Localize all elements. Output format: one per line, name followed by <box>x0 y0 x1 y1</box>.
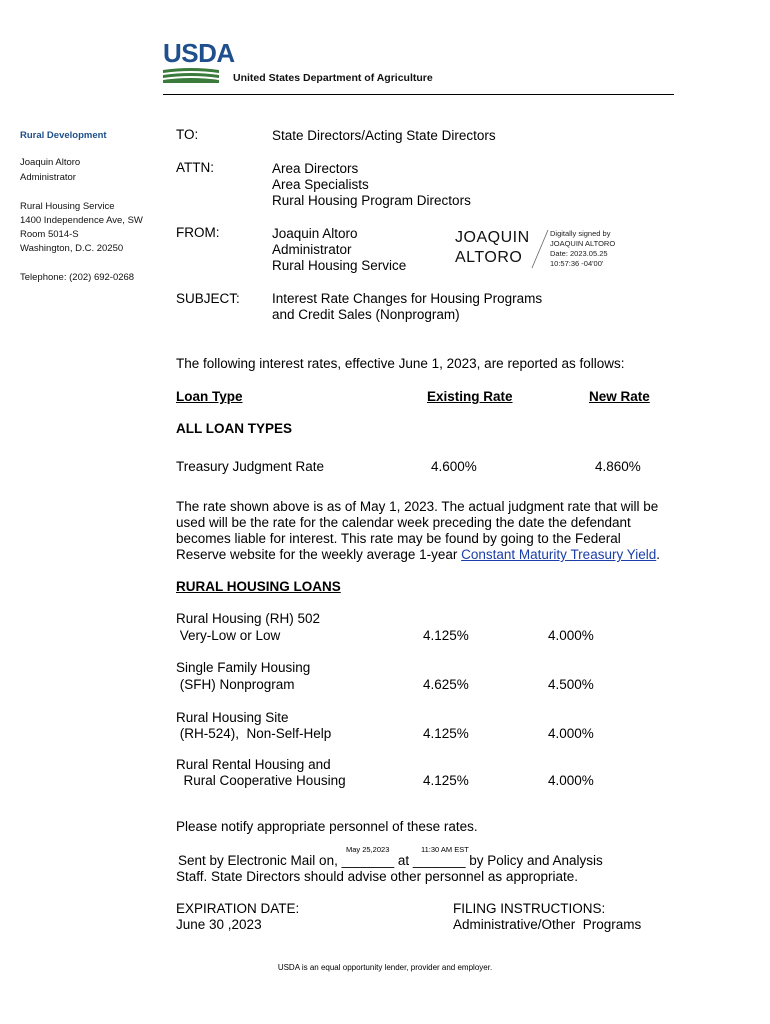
header-new-rate: New Rate <box>589 389 650 404</box>
expiration-date: June 30 ,2023 <box>176 917 262 932</box>
from-label: FROM: <box>176 225 220 240</box>
expiration-label: EXPIRATION DATE: <box>176 901 300 916</box>
loan-new-rate: 4.500% <box>548 677 594 692</box>
loan-name: (RH-524), Non-Self-Help <box>176 726 332 741</box>
rate-paragraph-line: Reserve website for the weekly average 1-year Constant Maturity Treasury Yield. <box>176 547 660 562</box>
loan-existing-rate: 4.125% <box>423 773 469 788</box>
attn-line: Area Specialists <box>272 177 369 192</box>
to-value: State Directors/Acting State Directors <box>272 128 496 143</box>
signature-name: JOAQUIN ALTORO <box>455 229 530 266</box>
subject-label: SUBJECT: <box>176 291 240 306</box>
rate-paragraph-line: becomes liable for interest. This rate may be found by going to the Federal <box>176 531 621 546</box>
loan-new-rate: 4.000% <box>548 726 594 741</box>
sidebar-role: Administrator <box>20 172 76 183</box>
treasury-existing-rate: 4.600% <box>431 459 477 474</box>
section-rural-housing-loans: RURAL HOUSING LOANS <box>176 579 341 594</box>
sidebar-title: Rural Development <box>20 130 107 141</box>
header-loan-type: Loan Type <box>176 389 243 404</box>
footer-text: USDA is an equal opportunity lender, provider and employer. <box>277 963 493 972</box>
loan-name: Rural Cooperative Housing <box>176 773 346 788</box>
from-line: Administrator <box>272 242 352 257</box>
loan-new-rate: 4.000% <box>548 773 594 788</box>
usda-logo-icon <box>163 67 219 83</box>
loan-name: Rural Rental Housing and <box>176 757 331 772</box>
loan-existing-rate: 4.125% <box>423 726 469 741</box>
attn-line: Rural Housing Program Directors <box>272 193 471 208</box>
loan-existing-rate: 4.125% <box>423 628 469 643</box>
agency-name: United States Department of Agriculture <box>233 72 433 84</box>
from-line: Joaquin Altoro <box>272 226 358 241</box>
to-label: TO: <box>176 127 199 142</box>
sent-time: 11:30 AM EST <box>421 845 469 854</box>
loan-name: Single Family Housing <box>176 660 311 675</box>
signature-details: Digitally signed by JOAQUIN ALTORO Date: 2023.05.25 10:57:36 -04'00' <box>550 229 616 268</box>
loan-name: Rural Housing Site <box>176 710 289 725</box>
from-line: Rural Housing Service <box>272 258 407 273</box>
sidebar-address-line: 1400 Independence Ave, SW <box>20 215 143 226</box>
sidebar-address-line: Washington, D.C. 20250 <box>20 243 124 254</box>
subject-line: Interest Rate Changes for Housing Programs <box>272 291 543 306</box>
rate-paragraph-line: The rate shown above is as of May 1, 2023. The actual judgment rate that will be <box>176 499 659 514</box>
header-existing-rate: Existing Rate <box>427 389 513 404</box>
header-divider <box>163 94 674 95</box>
sent-line-2: Staff. State Directors should advise other personnel as appropriate. <box>176 869 578 884</box>
usda-logo-text: USDA <box>163 38 235 68</box>
rate-paragraph-line: used will be the rate for the calendar week preceding the date the defendant <box>176 515 631 530</box>
sidebar-name: Joaquin Altoro <box>20 157 81 168</box>
sent-date: May 25,2023 <box>346 845 390 854</box>
notify-text: Please notify appropriate personnel of these rates. <box>176 819 478 834</box>
treasury-yield-link[interactable]: Constant Maturity Treasury Yield <box>461 547 657 562</box>
loan-name: Very-Low or Low <box>176 628 281 643</box>
sidebar-service: Rural Housing Service <box>20 201 115 212</box>
loan-existing-rate: 4.625% <box>423 677 469 692</box>
loan-new-rate: 4.000% <box>548 628 594 643</box>
loan-name: (SFH) Nonprogram <box>176 677 295 692</box>
attn-line: Area Directors <box>272 161 359 176</box>
section-all-loan-types: ALL LOAN TYPES <box>176 421 293 436</box>
signature-divider-icon <box>530 228 550 270</box>
attn-label: ATTN: <box>176 160 214 175</box>
sent-line: Sent by Electronic Mail on, _______ at _______ by Policy and Analysis <box>178 853 603 868</box>
sidebar-phone: Telephone: (202) 692-0268 <box>20 272 135 283</box>
treasury-rate-name: Treasury Judgment Rate <box>176 459 325 474</box>
filing-label: FILING INSTRUCTIONS: <box>453 901 606 916</box>
loan-name: Rural Housing (RH) 502 <box>176 611 321 626</box>
subject-line: and Credit Sales (Nonprogram) <box>272 307 460 322</box>
filing-value: Administrative/Other Programs <box>453 917 642 932</box>
treasury-new-rate: 4.860% <box>595 459 641 474</box>
intro-text: The following interest rates, effective June 1, 2023, are reported as follows: <box>176 356 625 371</box>
sidebar-address-line: Room 5014-S <box>20 229 79 240</box>
